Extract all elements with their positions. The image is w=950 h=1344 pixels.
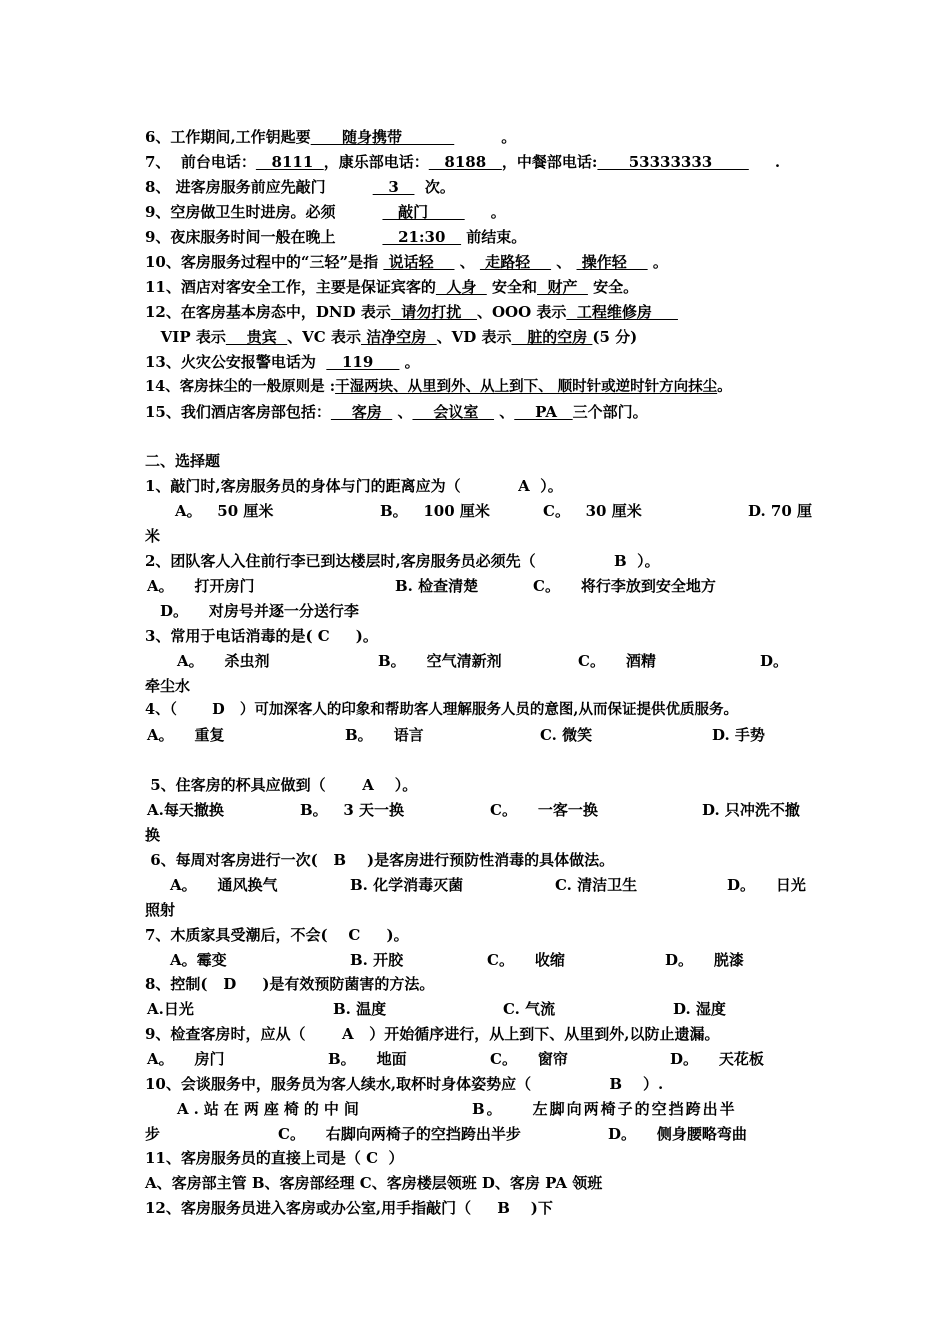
choice-question-4: 4、（ D ）可加深客人的印象和帮助客人理解服务人员的意图,从而保证提供优质服务。 (145, 701, 738, 718)
option-a: A。 通风换气 (170, 876, 278, 894)
option-b: B。 语言 (345, 726, 424, 744)
fill-question-12: 12、在客房基本房态中，DND 表示 请勿打扰 、OOO 表示 工程维修房 (145, 303, 678, 321)
answer-blank: 敲门 (382, 203, 465, 221)
option-a: A.日光 (147, 1000, 194, 1018)
fill-question-15: 15、我们酒店客房部包括： 客房 、 会议室 、 PA 三个部门。 (145, 403, 648, 421)
option-a: A。 50 厘米 (175, 502, 274, 520)
fill-question-14: 14、客房抹尘的一般原则是 :干湿两块、从里到外、从上到下、 顺时针或逆时针方向抹尘。 (145, 378, 732, 395)
answer-blank: 请勿打扰 (390, 303, 477, 321)
option-d: D。 (760, 652, 789, 670)
option-b: B。 100 厘米 (380, 502, 490, 520)
option-d: D. 只冲洗不撤 (702, 801, 800, 819)
answer-blank: 21:30 (382, 228, 462, 246)
answer-blank: 操作轻 (576, 253, 648, 271)
option-b: B. 检查清楚 (395, 577, 479, 595)
answer-blank: 会议室 (412, 403, 495, 421)
option-d: D。 对房号并逐一分送行李 (160, 602, 359, 620)
fill-question-11: 11、酒店对客安全工作，主要是保证宾客的 人身 安全和 财产 安全。 (145, 278, 639, 296)
option-c: C. 清洁卫生 (555, 876, 638, 894)
option-c: C。 窗帘 (490, 1050, 568, 1068)
option-b: B。 地面 (328, 1050, 407, 1068)
option-d: D。 天花板 (670, 1050, 764, 1068)
option-a: A。 房门 (147, 1050, 225, 1068)
options-line: A、客房部主管 B、客房部经理 C、客房楼层领班 D、客房 PA 领班 (145, 1174, 603, 1192)
choice-question-10: 10、会谈服务中，服务员为客人续水,取杯时身体姿势应（ B ）. (145, 1075, 664, 1093)
answer-blank: 财产 (537, 278, 588, 296)
option-c: C。 一客一换 (490, 801, 598, 819)
choice-question-7: 7、木质家具受潮后，不会( C )。 (145, 926, 409, 944)
fill-question-6: 6、工作期间,工作钥匙要 随身携带 。 (145, 128, 517, 146)
option-wrap: 换 (145, 826, 161, 844)
option-a: A。 打开房门 (147, 577, 255, 595)
option-a: A。霉变 (170, 951, 227, 969)
fill-question-13: 13、火灾公安报警电话为 119 。 (145, 353, 420, 371)
answer-blank: 脏的空房 (511, 328, 593, 346)
fill-question-7: 7、 前台电话： 8111 ，康乐部电话： 8188 ，中餐部电话: 53333333 . (145, 153, 781, 171)
option-d: D. 湿度 (673, 1000, 726, 1018)
choice-question-5: 5、住客房的杯具应做到（ A ）。 (145, 776, 418, 794)
option-wrap: 照射 (145, 901, 176, 919)
option-d: D. 手势 (712, 726, 765, 744)
option-c: C。 将行李放到安全地方 (533, 577, 716, 595)
option-d: D。 日光 (727, 876, 806, 894)
option-b: B。 3 天一换 (300, 801, 405, 819)
option-a: A。 重复 (147, 726, 225, 744)
answer-blank: 人身 (435, 278, 487, 296)
fill-question-12-continued: VIP 表示 贵宾 、VC 表示 洁净空房 、VD 表示 脏的空房 (5 分) (145, 328, 638, 346)
choice-question-6: 6、每周对客房进行一次( B )是客房进行预防性消毒的具体做法。 (145, 851, 615, 869)
option-a: A。 杀虫剂 (177, 652, 270, 670)
answer-blank: 随身携带 (310, 128, 455, 146)
answer-blank: 洁净空房 (360, 328, 437, 346)
choice-question-1: 1、敲门时,客房服务员的身体与门的距离应为（ A ）。 (145, 477, 563, 495)
fill-question-9b: 9、夜床服务时间一般在晚上 21:30 前结束。 (145, 228, 527, 246)
option-b: B。 左脚向两椅子的空挡跨出半 (472, 1100, 737, 1118)
option-c: C。 右脚向两椅子的空挡跨出半步 (278, 1125, 521, 1143)
answer-blank: 干湿两块、从里到外、从上到下、 顺时针或逆时针方向抹尘 (335, 378, 718, 395)
answer-blank: PA (514, 403, 573, 421)
option-d: D。 脱漆 (665, 951, 744, 969)
answer-blank: 8111 (255, 153, 324, 171)
choice-question-11: 11、客房服务员的直接上司是（ C ） (145, 1149, 404, 1167)
answer-blank: 走路轻 (479, 253, 552, 271)
answer-blank: 3 (372, 178, 415, 196)
option-wrap: 牵尘水 (145, 677, 191, 695)
option-b: B。 空气清新剂 (378, 652, 502, 670)
answer-blank: 客房 (330, 403, 393, 421)
answer-blank: 工程维修房 (566, 303, 678, 321)
choice-question-3: 3、常用于电话消毒的是( C )。 (145, 627, 378, 645)
option-b: B. 化学消毒灭菌 (350, 876, 464, 894)
option-a: A.站在两座椅的中间 (177, 1100, 364, 1118)
choice-question-9: 9、检查客房时，应从（ A ）开始循序进行，从上到下、从里到外,以防止遗漏。 (145, 1025, 720, 1043)
option-c: C. 微笑 (540, 726, 593, 744)
answer-blank: 8188 (428, 153, 502, 171)
option-wrap: 米 (145, 527, 161, 545)
option-c: C。 30 厘米 (543, 502, 642, 520)
answer-blank: 53333333 (597, 153, 749, 171)
choice-question-8: 8、控制( D )是有效预防菌害的方法。 (145, 975, 435, 993)
fill-question-10: 10、客房服务过程中的“三轻”是指 说话轻 、 走路轻 、 操作轻 。 (145, 253, 668, 271)
option-d: D. 70 厘 (748, 502, 813, 520)
option-d: D。 侧身腰略弯曲 (608, 1125, 747, 1143)
answer-blank: 说话轻 (383, 253, 455, 271)
option-a: A.每天撤换 (147, 801, 224, 819)
option-c: C. 气流 (503, 1000, 556, 1018)
option-b: B. 温度 (333, 1000, 387, 1018)
answer-blank: 贵宾 (225, 328, 288, 346)
option-b: B. 开胶 (350, 951, 404, 969)
fill-question-8: 8、 进客房服务前应先敲门 3 次。 (145, 178, 455, 196)
choice-question-12: 12、客房服务员进入客房或办公室,用手指敲门（ B )下 (145, 1199, 553, 1217)
option-c: C。 收缩 (487, 951, 565, 969)
section-title: 二、选择题 (145, 452, 221, 470)
answer-blank: 119 (326, 353, 400, 371)
choice-question-2: 2、团队客人入住前行李已到达楼层时,客房服务员必须先（ B ）。 (145, 552, 660, 570)
option-c: C。 酒精 (578, 652, 656, 670)
fill-question-9a: 9、空房做卫生时进房。必须 敲门 。 (145, 203, 506, 221)
option-wrap: 步 (145, 1125, 161, 1143)
